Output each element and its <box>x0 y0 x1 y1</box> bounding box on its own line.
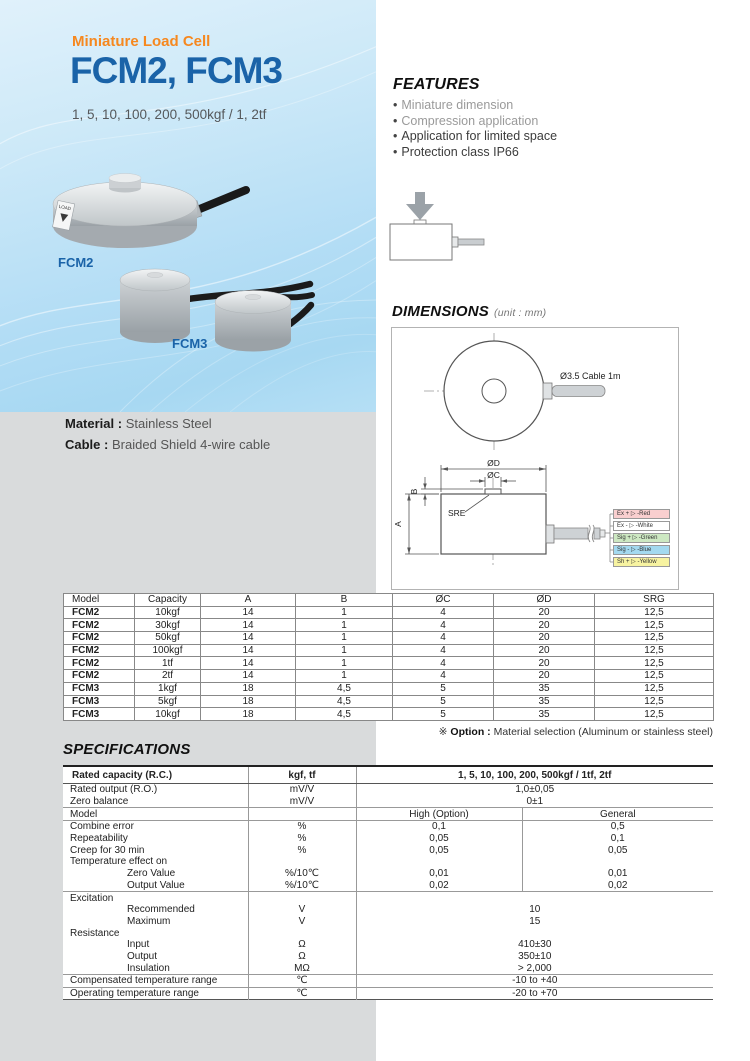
cell: 0±1 <box>356 796 713 808</box>
cell: 5 <box>393 708 494 721</box>
cell: 20 <box>494 619 595 632</box>
bullet-icon: • <box>393 113 398 128</box>
cell: 18 <box>201 695 296 708</box>
wire-legend-item: Sig + ▷ -Green <box>613 533 670 543</box>
bullet-icon: • <box>393 98 398 112</box>
cell: 4,5 <box>296 695 393 708</box>
cell: 20 <box>494 644 595 657</box>
table-row <box>63 880 713 892</box>
cell: 0,02 <box>522 880 713 892</box>
cell: mV/V <box>248 796 356 808</box>
cell: 4 <box>393 644 494 657</box>
cell: ℃ <box>248 975 356 988</box>
cell: 30kgf <box>135 619 201 632</box>
cell: Input <box>63 939 248 951</box>
fcm2-product-image <box>50 168 250 268</box>
cell: Model <box>63 808 248 821</box>
cell: 1 <box>296 632 393 645</box>
cell: 1 <box>296 619 393 632</box>
table-row <box>63 975 713 988</box>
product-category: Miniature Load Cell <box>72 33 211 50</box>
cell: 12,5 <box>595 695 714 708</box>
cell: FCM2 <box>64 606 135 619</box>
table-row <box>63 904 713 916</box>
cell: 410±30 <box>518 939 552 951</box>
fcm2-label: FCM2 <box>58 255 94 270</box>
table-row <box>64 594 714 607</box>
cell: Output Value <box>63 880 248 892</box>
cell: 12,5 <box>595 644 714 657</box>
table-row <box>64 619 714 632</box>
option-text: Material selection (Aluminum or stainless steel) <box>493 726 713 738</box>
cell: 1 <box>296 644 393 657</box>
cell: 14 <box>201 632 296 645</box>
bullet-icon: • <box>393 129 398 143</box>
feature-text: Miniature dimension <box>401 98 514 112</box>
cell: Compensated temperature range <box>63 975 248 988</box>
capacity-range: 1, 5, 10, 100, 200, 500kgf / 1, 2tf <box>72 107 267 122</box>
table-row <box>64 682 714 695</box>
cell: FCM3 <box>64 682 135 695</box>
cell: Operating temperature range <box>63 987 248 1000</box>
cell: 35 <box>494 682 595 695</box>
header-cell: ØD <box>494 594 595 607</box>
header-cell: Model <box>64 594 135 607</box>
cell: 0,1 <box>610 833 625 845</box>
cell: 18 <box>201 708 296 721</box>
dim-label-c: ØC <box>487 470 500 480</box>
dimension-table-body <box>64 606 714 720</box>
cell: 5kgf <box>135 695 201 708</box>
spec-table-body <box>63 784 713 1000</box>
cell: 5 <box>393 695 494 708</box>
option-note <box>439 726 713 738</box>
table-row <box>63 868 713 880</box>
header-cell: kgf, tf <box>248 766 356 784</box>
cell: 14 <box>201 644 296 657</box>
cell: Resistance <box>63 927 248 939</box>
cell: > 2,000 <box>356 962 713 974</box>
feature-item <box>393 114 557 130</box>
cell: Excitation <box>63 892 248 904</box>
table-row <box>63 808 713 821</box>
table-row <box>63 927 713 939</box>
cell: 10 <box>529 904 541 916</box>
dim-label-a: A <box>393 521 403 527</box>
cell: FCM2 <box>64 632 135 645</box>
table-row <box>63 844 713 856</box>
cell: 4 <box>393 606 494 619</box>
cell: 0,1 <box>356 821 522 833</box>
cell: 0,01 <box>356 868 522 880</box>
header-cell: B <box>296 594 393 607</box>
table-row <box>64 695 714 708</box>
cell: 12,5 <box>595 619 714 632</box>
cell: 20 <box>494 657 595 670</box>
cell: 20 <box>494 670 595 683</box>
cell: 0,05 <box>356 833 522 845</box>
feature-item <box>393 145 557 161</box>
cell <box>248 892 356 904</box>
fcm3-product-image <box>100 262 315 354</box>
cell: Temperature effect on <box>63 856 248 868</box>
option-label: Option : <box>450 726 491 738</box>
load-direction-arrow-icon <box>415 192 425 204</box>
dimensions-heading <box>392 303 546 320</box>
cable-line <box>65 437 270 452</box>
material-value: Stainless Steel <box>125 416 212 431</box>
option-mark: ※ <box>438 726 448 738</box>
cell: 1,0±0,05 <box>515 784 555 796</box>
cell: 35 <box>494 708 595 721</box>
features-heading: FEATURES <box>393 76 480 93</box>
cell: High (Option) <box>356 808 522 821</box>
cell: 0,5 <box>610 821 625 833</box>
cell: FCM3 <box>64 708 135 721</box>
dimension-table-head <box>64 594 714 607</box>
dimension-table <box>63 593 714 721</box>
header-cell: ØC <box>393 594 494 607</box>
cable-value: Braided Shield 4-wire cable <box>111 437 271 452</box>
spec-table-wrap <box>63 765 713 1000</box>
cell <box>248 856 356 868</box>
wire-legend-item: Ex + ▷ -Red <box>613 509 670 519</box>
dimensions-drawing <box>391 327 679 590</box>
table-row <box>63 951 713 963</box>
dimension-table-wrap <box>63 593 714 721</box>
table-row <box>64 644 714 657</box>
cell: -20 to +70 <box>512 988 558 1000</box>
header-cell: Capacity <box>135 594 201 607</box>
cable-label: Cable : <box>65 437 109 452</box>
cell: Maximum <box>63 916 248 928</box>
cell: %/10℃ <box>248 880 356 892</box>
table-row <box>64 708 714 721</box>
cell: 10kgf <box>135 606 201 619</box>
cell: -10 to +40 <box>356 975 713 988</box>
table-row <box>64 632 714 645</box>
cell: 12,5 <box>595 606 714 619</box>
material-label: Material : <box>65 416 123 431</box>
cell <box>248 808 356 821</box>
cell: 350±10 <box>518 950 552 962</box>
cell: 4,5 <box>296 682 393 695</box>
cell: 12,5 <box>595 632 714 645</box>
cell: 1 <box>296 606 393 619</box>
cell: 4 <box>393 670 494 683</box>
table-row <box>63 892 713 904</box>
cell: Zero Value <box>63 868 248 880</box>
cell: V <box>248 904 356 916</box>
cell: Combine error <box>63 821 248 833</box>
cell: 35 <box>494 695 595 708</box>
wire-legend-item: Ex - ▷ -White <box>613 521 670 531</box>
table-row <box>63 796 713 808</box>
cell: 0,01 <box>608 868 628 880</box>
spec-table-head <box>63 766 713 784</box>
cell: 14 <box>201 670 296 683</box>
table-row <box>63 821 713 833</box>
cell <box>356 927 713 939</box>
cell: 50kgf <box>135 632 201 645</box>
table-row <box>63 962 713 974</box>
cell: 12,5 <box>595 657 714 670</box>
cell: 4 <box>393 632 494 645</box>
cell: 5 <box>393 682 494 695</box>
dim-label-d: ØD <box>487 458 500 468</box>
cell: 0,05 <box>356 844 522 856</box>
cell: 1 <box>296 670 393 683</box>
table-row <box>64 657 714 670</box>
load-badge: LOAD <box>58 203 72 212</box>
cell: Ω <box>248 939 356 951</box>
cell: 18 <box>201 682 296 695</box>
cell: Rated output (R.O.) <box>63 784 248 796</box>
table-row <box>63 916 713 928</box>
cell <box>356 856 522 868</box>
cell: 0,02 <box>356 880 522 892</box>
cell: 4 <box>393 619 494 632</box>
cell <box>248 927 356 939</box>
fcm3-label: FCM3 <box>172 336 208 351</box>
feature-item <box>393 129 557 145</box>
cell: FCM2 <box>64 644 135 657</box>
table-row <box>64 670 714 683</box>
cell: Zero balance <box>63 796 248 808</box>
specifications-table <box>63 765 713 1000</box>
cell: 20 <box>494 606 595 619</box>
dimensions-heading-text: DIMENSIONS <box>392 303 490 320</box>
feature-text: Compression application <box>401 113 539 128</box>
hero-panel <box>0 0 376 412</box>
cell: %/10℃ <box>248 868 356 880</box>
cell: Creep for 30 min <box>63 844 248 856</box>
cable-dim-label: Ø3.5 Cable 1m <box>560 371 621 381</box>
cell: % <box>248 821 356 833</box>
cell: 1tf <box>135 657 201 670</box>
cell: FCM2 <box>64 670 135 683</box>
cell: 1 <box>296 657 393 670</box>
cell <box>356 892 713 904</box>
cell: General <box>522 808 713 821</box>
mounting-illustration <box>388 190 488 264</box>
cell: 0,05 <box>608 844 628 856</box>
cell: 12,5 <box>595 682 714 695</box>
table-row <box>63 856 713 868</box>
wire-legend-item: Sh + ▷ -Yellow <box>613 557 670 567</box>
table-row <box>64 606 714 619</box>
wire-legend-item: Sig - ▷ -Blue <box>613 545 670 555</box>
table-row <box>63 833 713 845</box>
cell: Repeatability <box>63 833 248 845</box>
cell: Ω <box>248 951 356 963</box>
cell: 4 <box>393 657 494 670</box>
cell: 15 <box>529 915 541 927</box>
header-cell: SRG <box>595 594 714 607</box>
cell: 100kgf <box>135 644 201 657</box>
dim-label-sre: SRE <box>448 508 466 518</box>
cell: mV/V <box>248 784 356 796</box>
table-row <box>63 987 713 1000</box>
header-cell: A <box>201 594 296 607</box>
cell: 4,5 <box>296 708 393 721</box>
cell: 14 <box>201 657 296 670</box>
header-cell: 1, 5, 10, 100, 200, 500kgf / 1tf, 2tf <box>356 766 713 784</box>
cell: 20 <box>494 632 595 645</box>
specifications-heading: SPECIFICATIONS <box>63 741 191 758</box>
cell: 12,5 <box>595 670 714 683</box>
cell: FCM2 <box>64 657 135 670</box>
bullet-icon: • <box>393 144 398 159</box>
wire-color-legend <box>613 509 670 569</box>
cell: V <box>248 916 356 928</box>
dim-label-b: B <box>409 488 419 495</box>
cell <box>522 856 713 868</box>
feature-text: Protection class IP66 <box>401 144 519 159</box>
cell: Recommended <box>63 904 248 916</box>
cell: ℃ <box>248 987 356 1000</box>
cell: 1kgf <box>135 682 201 695</box>
cell: FCM2 <box>64 619 135 632</box>
feature-text: Application for limited space <box>401 129 558 143</box>
cell: % <box>248 833 356 845</box>
cell: 2tf <box>135 670 201 683</box>
header-cell: Rated capacity (R.C.) <box>63 766 248 784</box>
feature-item <box>393 98 557 114</box>
cell: Output <box>63 951 248 963</box>
cell: Insulation <box>63 962 248 974</box>
table-row <box>63 939 713 951</box>
cell: 14 <box>201 606 296 619</box>
material-line <box>65 416 212 431</box>
cell: 12,5 <box>595 708 714 721</box>
features-list <box>393 98 557 160</box>
cell: % <box>248 844 356 856</box>
unit-note: (unit : mm) <box>494 307 547 319</box>
cell: 10kgf <box>135 708 201 721</box>
table-row <box>63 784 713 796</box>
cell: 14 <box>201 619 296 632</box>
cell: MΩ <box>248 962 356 974</box>
table-row <box>63 766 713 784</box>
product-title: FCM2, FCM3 <box>70 50 282 91</box>
cell: FCM3 <box>64 695 135 708</box>
